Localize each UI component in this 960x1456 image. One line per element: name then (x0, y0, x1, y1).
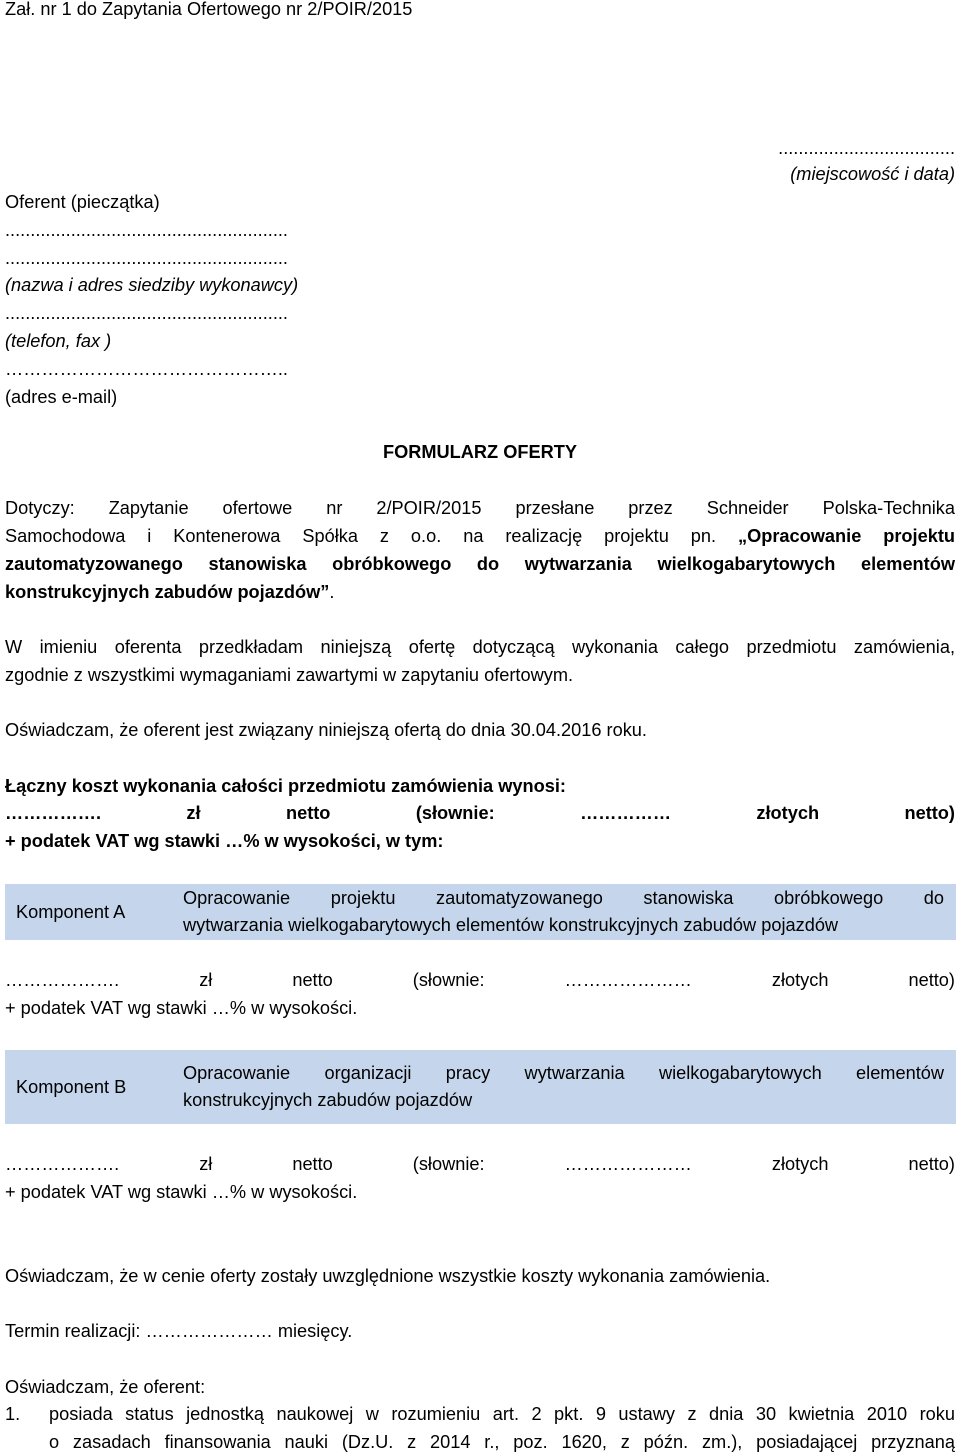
component-a-netto-close: netto) (908, 970, 955, 990)
component-b-netto-close: netto) (908, 1154, 955, 1174)
component-b-desc-line-1: Opracowanie organizacji pracy wytwarzania wielkogabarytowych elementów (183, 1063, 944, 1083)
bidder-declaration-heading: Oświadczam, że oferent: (5, 1377, 206, 1397)
total-netto-close: netto) (904, 803, 955, 823)
place-date-label: (miejscowość i data) (790, 164, 955, 184)
bidder-phone-label: (telefon, fax ) (5, 331, 112, 351)
validity-statement: Oświadczam, że oferent jest związany niniejszą ofertą do dnia 30.04.2016 roku. (5, 720, 647, 740)
total-netto: netto (285, 803, 331, 823)
statement-1-line-2: zgodnie z wszystkimi wymaganiami zawartymi w zapytaniu ofertowym. (5, 665, 574, 685)
statement-1 (5, 633, 955, 689)
component-a-row (5, 884, 956, 940)
total-in-words-dots: …………… (580, 803, 671, 823)
total-currency: zł (186, 803, 201, 823)
component-a-vat-line: + podatek VAT wg stawki …% w wysokości. (5, 998, 358, 1018)
declaration-item-1-line-2: o zasadach finansowania nauki (Dz.U. z 2014 r., poz. 1620, z późn. zm.), posiadającej przyznaną (49, 1432, 955, 1452)
bidder-dots-2: ........................................................ (5, 248, 288, 268)
concerns-line-2 (5, 522, 955, 550)
concerns-paragraph (5, 494, 955, 606)
project-title-start: „Opracowanie projektu (738, 526, 955, 546)
component-b-netto: netto (292, 1154, 333, 1174)
bidder-dots-3: ........................................................ (5, 303, 288, 323)
place-date-dots: ................................... (778, 138, 955, 158)
component-a-amount-line (5, 966, 955, 994)
component-b-amount-line (5, 1150, 955, 1178)
component-b-desc-line-2: konstrukcyjnych zabudów pojazdów (183, 1090, 473, 1110)
declaration-item-1-line-1: posiada status jednostką naukowej w rozumieniu art. 2 pkt. 9 ustawy z dnia 30 kwietnia 2010 roku (49, 1404, 955, 1424)
component-a-desc-line-1: Opracowanie projektu zautomatyzowanego stanowiska obróbkowego do (183, 888, 944, 908)
costs-statement: Oświadczam, że w cenie oferty zostały uwzględnione wszystkie koszty wykonania zamówienia. (5, 1266, 771, 1286)
component-a-words-label: (słownie: (412, 970, 485, 990)
component-a-name: Komponent A (16, 901, 126, 922)
attachment-reference: Zał. nr 1 do Zapytania Ofertowego nr 2/POIR/2015 (5, 0, 413, 19)
component-a-netto: netto (292, 970, 333, 990)
bidder-email-label: (adres e-mail) (5, 387, 118, 407)
bidder-dots-4: ……………………………………….. (5, 359, 288, 379)
bidder-dots-1: ........................................................ (5, 220, 288, 240)
component-a-currency-words: złotych (771, 970, 829, 990)
total-cost-heading: Łączny koszt wykonania całości przedmiotu zamówienia wynosi: (5, 776, 566, 796)
declaration-item-1 (49, 1400, 955, 1456)
concerns-line-2-plain: Samochodowa i Kontenerowa Spółka z o.o. na realizację projektu pn. (5, 526, 738, 546)
component-a-words-dots: ………………… (564, 970, 692, 990)
total-amount-dots: ……………. (5, 803, 101, 823)
concerns-line-4-tail: . (329, 582, 335, 602)
form-title: FORMULARZ OFERTY (383, 442, 577, 462)
component-b-amount-dots: ………………. (5, 1154, 120, 1174)
total-amount-line (5, 799, 955, 827)
component-a-currency: zł (199, 970, 213, 990)
component-b-words-label: (słownie: (412, 1154, 485, 1174)
component-b-words-dots: ………………… (564, 1154, 692, 1174)
declaration-item-number: 1. (5, 1404, 21, 1424)
concerns-line-4 (5, 578, 955, 606)
statement-1-line-1: W imieniu oferenta przedkładam niniejszą ofertę dotyczącą wykonania całego przedmiotu zamówienia, (5, 637, 955, 657)
component-a-desc-line-2: wytwarzania wielkogabarytowych elementów konstrukcyjnych zabudów pojazdów (183, 915, 839, 935)
completion-term: Termin realizacji: ………………… miesięcy. (5, 1321, 353, 1341)
concerns-line-1: Dotyczy: Zapytanie ofertowe nr 2/POIR/2015 przesłane przez Schneider Polska-Technika (5, 498, 955, 518)
project-title-end: konstrukcyjnych zabudów pojazdów” (5, 582, 330, 602)
component-b-description (183, 1060, 956, 1114)
component-b-name: Komponent B (16, 1076, 127, 1097)
total-vat-line: + podatek VAT wg stawki …% w wysokości, w tym: (5, 831, 444, 851)
component-b-currency: zł (199, 1154, 213, 1174)
component-b-vat-line: + podatek VAT wg stawki …% w wysokości. (5, 1182, 358, 1202)
bidder-stamp-label: Oferent (pieczątka) (5, 192, 160, 212)
component-b-row (5, 1050, 956, 1124)
component-a-amount-dots: ………………. (5, 970, 120, 990)
project-title-middle: zautomatyzowanego stanowiska obróbkowego do wytwarzania wielkogabarytowych elementów (5, 554, 955, 574)
component-b-currency-words: złotych (771, 1154, 829, 1174)
total-currency-words: złotych (756, 803, 820, 823)
total-in-words-label: (słownie: (415, 803, 495, 823)
component-a-description (183, 885, 956, 939)
bidder-name-label: (nazwa i adres siedziby wykonawcy) (5, 275, 299, 295)
